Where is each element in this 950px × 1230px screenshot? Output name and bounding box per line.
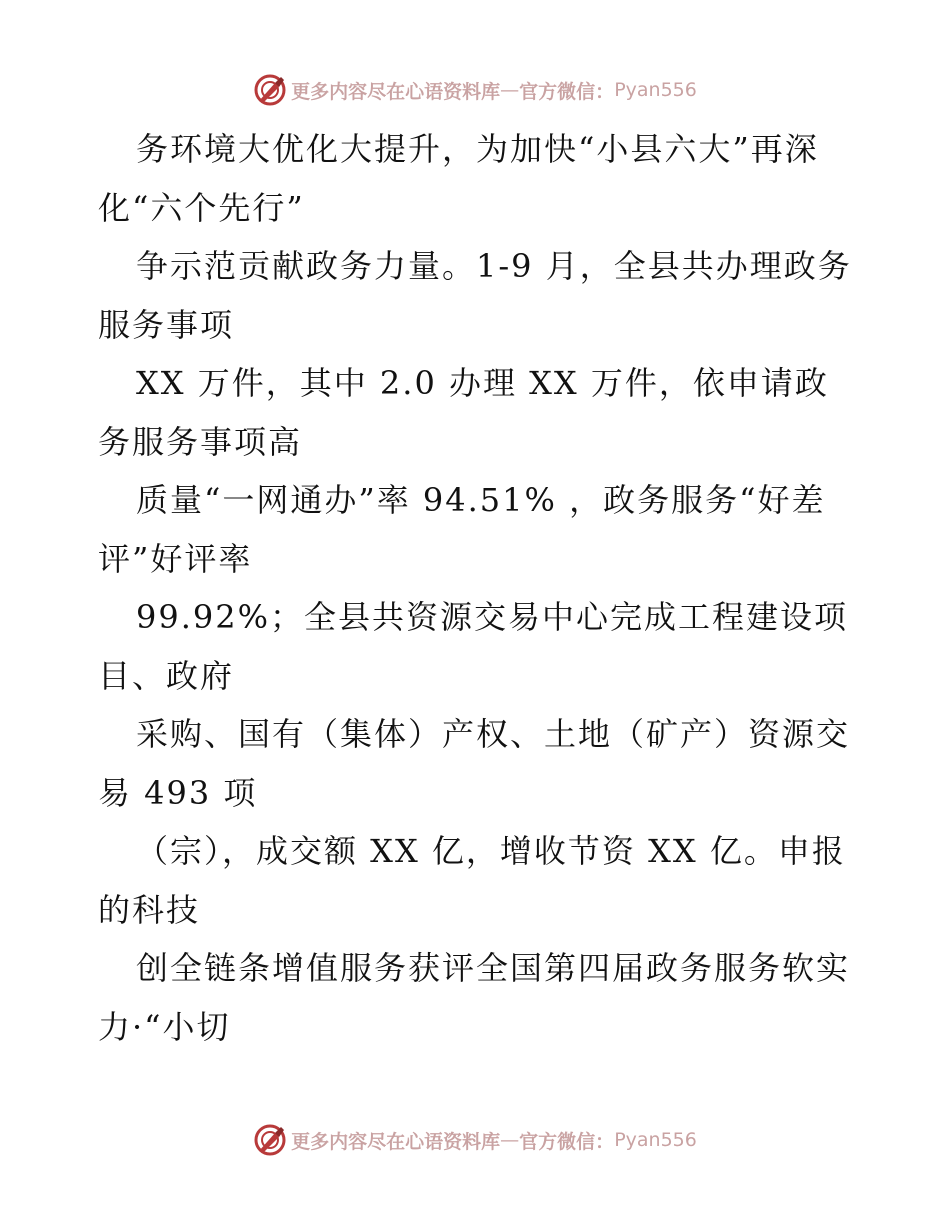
header-banner-separator: —	[500, 79, 520, 101]
header-banner-text: 更多内容尽在心语资料库	[291, 80, 501, 103]
header-wechat-id: Pyan556	[614, 79, 697, 101]
paragraph-4: 质量“一网通办”率 94.51% ，政务服务“好差评”好评率	[98, 481, 826, 578]
header-watermark-inner	[253, 73, 697, 107]
footer-banner-separator: —	[500, 1129, 520, 1151]
header-wechat-label: 官方微信：	[519, 80, 615, 103]
paragraph-2: 争示范贡献政务力量。1-9 月，全县共办理政务服务事项	[98, 247, 852, 344]
paragraph-6: 采购、国有（集体）产权、土地（矿产）资源交易 493 项	[98, 715, 851, 812]
footer-watermark-inner	[253, 1123, 697, 1157]
document-body	[98, 120, 858, 1056]
paragraph-8: 创全链条增值服务获评全国第四届政务服务软实力·“小切	[98, 949, 851, 1046]
footer-banner-text: 更多内容尽在心语资料库	[291, 1130, 501, 1153]
footer-watermark-banner	[0, 1120, 950, 1160]
pen-logo-icon	[253, 73, 287, 107]
paragraph-3: XX 万件，其中 2.0 办理 XX 万件，依申请政务服务事项高	[98, 364, 829, 461]
header-watermark-banner	[0, 70, 950, 110]
footer-wechat-id: Pyan556	[614, 1129, 697, 1151]
paragraph-1: 务环境大优化大提升，为加快“小县六大”再深化“六个先行”	[98, 130, 819, 227]
paragraph-5: 99.92%；全县共资源交易中心完成工程建设项目、政府	[98, 598, 849, 695]
footer-wechat-label: 官方微信：	[519, 1130, 615, 1153]
pen-logo-icon	[253, 1123, 287, 1157]
paragraph-7: （宗），成交额 XX 亿，增收节资 XX 亿。申报的科技	[98, 832, 846, 929]
